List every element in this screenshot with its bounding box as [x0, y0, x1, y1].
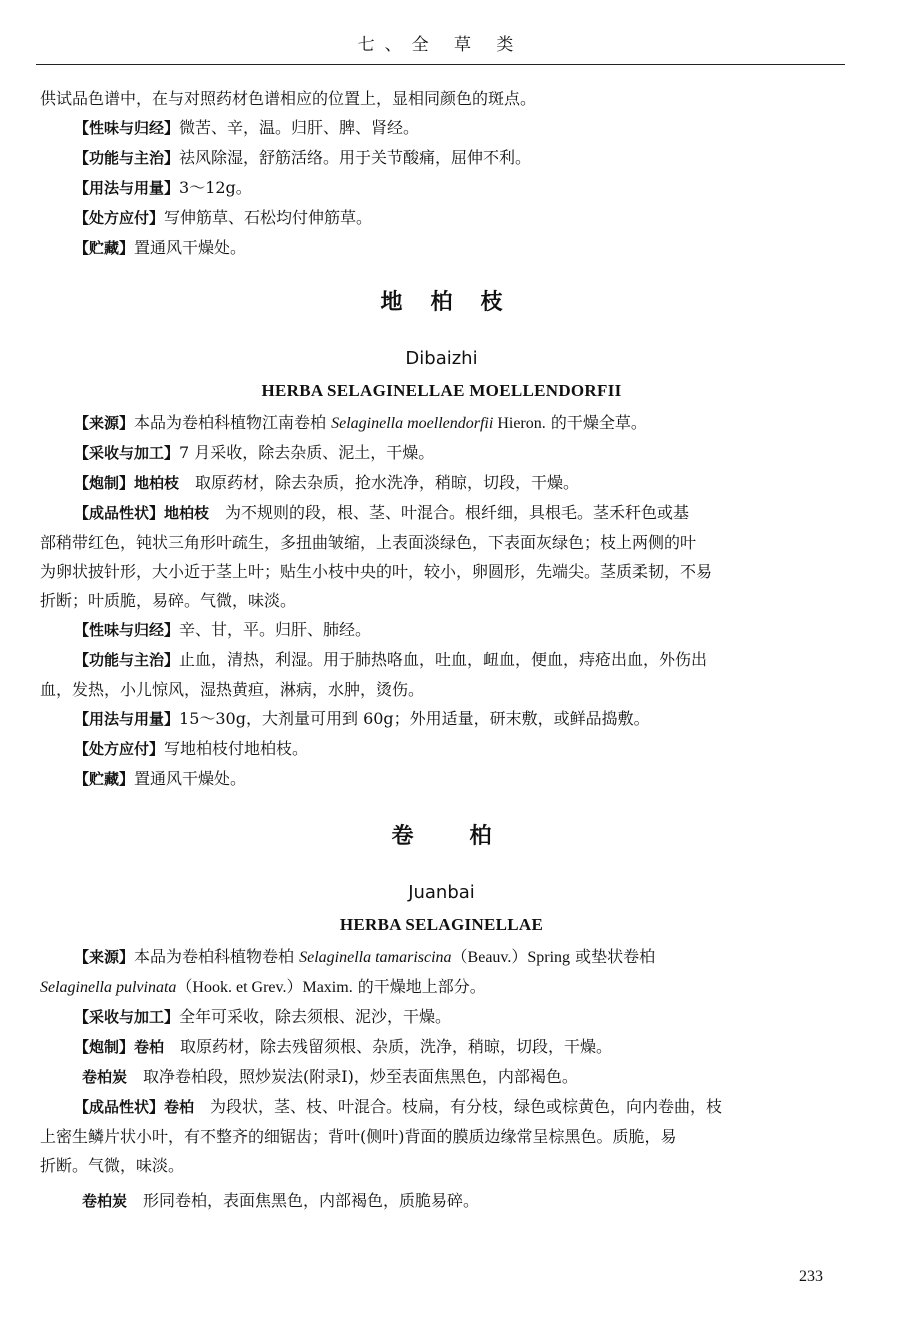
section-label: 【来源】	[74, 948, 135, 966]
section-gongneng	[40, 645, 843, 675]
species-author: Hieron.	[493, 415, 546, 432]
section-gongneng-cont: 血，发热，小儿惊风，湿热黄疸，淋病，水肿，烫伤。	[40, 680, 425, 699]
section-text: 本品为卷柏科植物江南卷柏	[134, 413, 332, 432]
section-text: 形同卷柏，表面焦黑色，内部褐色，质脆易碎。	[127, 1191, 480, 1210]
section-text: 祛风除湿，舒筋活络。用于关节酸痛，屈伸不利。	[179, 148, 532, 167]
section-label: 【贮藏】	[74, 770, 135, 788]
section-text: 置通风干燥处。	[134, 769, 247, 788]
section-text: 3～12g。	[179, 178, 252, 197]
prev-xingwei	[40, 113, 843, 143]
species-author: （Beauv.）Spring	[451, 949, 571, 966]
section-xingzhuang	[40, 498, 843, 528]
section-xingzhuang-cont: 上密生鳞片状小叶，有不整齐的细锯齿；背叶(侧叶)背面的膜质边缘常呈棕黑色。质脆，易	[40, 1127, 677, 1146]
section-text: 本品为卷柏科植物卷柏	[134, 947, 300, 966]
running-header	[36, 34, 845, 65]
prev-chufang	[40, 203, 843, 233]
section-text: 取原药材，除去杂质，抢水洗净，稍晾，切段，干燥。	[179, 473, 580, 492]
section-label: 【用法与用量】	[74, 710, 180, 728]
section-text: 止血，清热，利湿。用于肺热咯血，吐血，衄血，便血，痔疮出血，外伤出	[179, 650, 708, 669]
section-yongfa	[40, 704, 843, 734]
section-text: 的干燥全草。	[545, 413, 647, 432]
section-text: 的干燥地上部分。	[352, 977, 486, 996]
section-label: 【用法与用量】	[74, 179, 180, 197]
section-paozhi	[40, 468, 843, 498]
section-caishou	[40, 438, 843, 468]
prev-continuation-line: 供试品色谱中，在与对照药材色谱相应的位置上，显相同颜色的斑点。	[40, 89, 537, 108]
section-xingzhuang	[40, 1092, 843, 1122]
section-xingzhuang-cont: 折断；叶质脆，易碎。气微，味淡。	[40, 591, 297, 610]
entry-pinyin: Juanbai	[408, 882, 475, 903]
section-tan2	[40, 1186, 843, 1216]
section-text: 15～30g，大剂量可用到 60g；外用适量，研末敷，或鲜品捣敷。	[179, 709, 650, 728]
section-laiyuan-cont	[40, 972, 843, 1002]
section-label: 卷柏炭	[82, 1068, 128, 1086]
section-laiyuan	[40, 408, 843, 438]
section-text: 取原药材，除去残留须根、杂质，洗净，稍晾，切段，干燥。	[164, 1037, 613, 1056]
entry-latin-name: HERBA SELAGINELLAE MOELLENDORFII	[261, 381, 622, 400]
section-text: 全年可采收，除去须根、泥沙，干燥。	[179, 1007, 452, 1026]
section-label: 【功能与主治】	[74, 651, 180, 669]
section-label: 卷柏炭	[82, 1192, 128, 1210]
species-name: Selaginella pulvinata	[40, 979, 177, 996]
section-text: 写伸筋草、石松均付伸筋草。	[164, 208, 373, 227]
section-label: 【处方应付】	[74, 209, 165, 227]
section-text: 或垫状卷柏	[570, 947, 656, 966]
section-caishou	[40, 1002, 843, 1032]
section-text: 取净卷柏段，照炒炭法(附录Ⅰ)，炒至表面焦黑色，内部褐色。	[127, 1067, 578, 1086]
section-text: 微苦、辛，温。归肝、脾、肾经。	[179, 118, 420, 137]
section-xingzhuang-cont: 部稍带红色，钝状三角形叶疏生，多扭曲皱缩，上表面淡绿色，下表面灰绿色；枝上两侧的叶	[40, 533, 697, 552]
section-label: 【功能与主治】	[74, 149, 180, 167]
section-laiyuan	[40, 942, 843, 972]
section-label: 【来源】	[74, 414, 135, 432]
section-label: 【贮藏】	[74, 239, 135, 257]
section-zhucang	[40, 764, 843, 794]
entry-latin-name: HERBA SELAGINELLAE	[339, 915, 544, 934]
section-tan	[40, 1062, 843, 1092]
section-xingwei	[40, 615, 843, 645]
species-name: Selaginella moellendorfii	[331, 415, 494, 432]
section-text: 7 月采收，除去杂质、泥土，干燥。	[179, 443, 435, 462]
section-text: 置通风干燥处。	[134, 238, 247, 257]
entry-pinyin: Dibaizhi	[405, 348, 478, 369]
section-text: 辛、甘，平。归肝、肺经。	[179, 620, 372, 639]
page-number: 233	[799, 1268, 823, 1285]
section-label: 【采收与加工】	[74, 444, 180, 462]
section-xingzhuang-cont: 为卵状披针形，大小近于茎上叶；贴生小枝中央的叶，较小，卵圆形，先端尖。茎质柔韧，不易	[40, 562, 713, 581]
section-label: 【成品性状】地柏枝	[74, 504, 210, 522]
section-label: 【成品性状】卷柏	[74, 1098, 195, 1116]
section-label: 【炮制】地柏枝	[74, 474, 180, 492]
section-paozhi	[40, 1032, 843, 1062]
section-label: 【炮制】卷柏	[74, 1038, 165, 1056]
entry-title: 卷柏	[391, 824, 548, 849]
header-title: 七、全 草 类	[357, 35, 524, 55]
prev-gongneng	[40, 143, 843, 173]
section-chufang	[40, 734, 843, 764]
prev-yongfa	[40, 173, 843, 203]
section-label: 【性味与归经】	[74, 621, 180, 639]
section-label: 【处方应付】	[74, 740, 165, 758]
species-author: （Hook. et Grev.）Maxim.	[176, 979, 353, 996]
section-xingzhuang-cont: 折断。气微，味淡。	[40, 1156, 185, 1175]
section-text: 写地柏枝付地柏枝。	[164, 739, 309, 758]
section-label: 【采收与加工】	[74, 1008, 180, 1026]
page-content	[40, 84, 843, 1216]
species-name: Selaginella tamariscina	[299, 949, 452, 966]
entry-title: 地柏枝	[380, 290, 531, 315]
section-text: 为段状，茎、枝、叶混合。枝扁，有分枝，绿色或棕黄色，向内卷曲，枝	[194, 1097, 723, 1116]
section-text: 为不规则的段，根、茎、叶混合。根纤细，具根毛。茎禾秆色或基	[209, 503, 690, 522]
prev-zhucang	[40, 233, 843, 263]
section-label: 【性味与归经】	[74, 119, 180, 137]
